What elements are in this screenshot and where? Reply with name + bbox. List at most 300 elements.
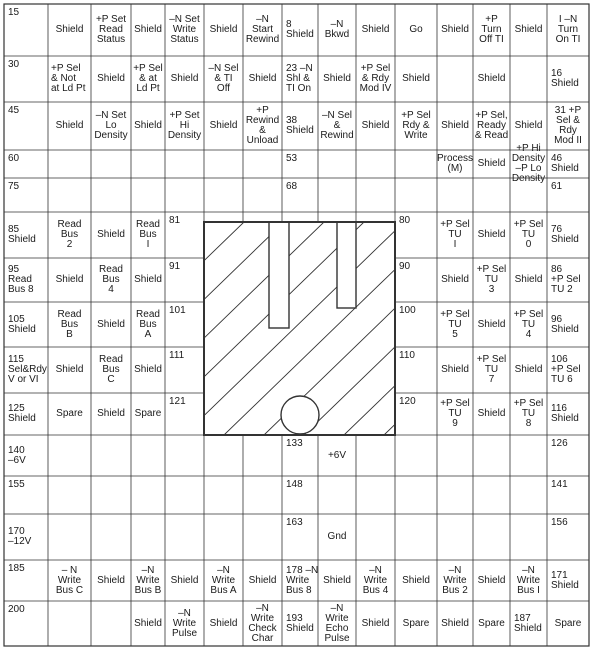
pin-label-line: Off (216, 83, 231, 94)
pin-cell (4, 601, 48, 646)
pin-label-line: Spare (402, 617, 430, 629)
pin-label-line: Shield (97, 318, 125, 330)
pin-cell (318, 435, 356, 476)
pin-label-line: Shield (323, 73, 351, 84)
pin-label-line: 2 (66, 239, 73, 250)
pin-cell (437, 560, 473, 601)
pin-label-line: +P (485, 14, 498, 25)
pin-cell (282, 601, 318, 646)
pin-label-line: Read (57, 308, 82, 320)
pin-cell (395, 347, 437, 393)
pin-cell (91, 102, 131, 150)
pin-label-line: Write (443, 574, 467, 586)
pin-label-line: 106 (551, 354, 568, 365)
pin-cell (165, 347, 204, 393)
pin-label-line: +P Sel (440, 219, 470, 230)
pin-cell (318, 514, 356, 560)
pin-label-line: –N (522, 564, 535, 576)
pin-cell (91, 302, 131, 347)
pin-label-line: Start (251, 24, 274, 35)
pin-cell (4, 476, 48, 514)
pin-label-line: & (333, 120, 341, 131)
pin-label-line: Shield (551, 579, 579, 591)
pin-label-line: Write (211, 574, 236, 586)
pin-label-line: Read (8, 274, 32, 285)
pin-label-line: 53 (286, 153, 298, 164)
pin-cell (48, 302, 91, 347)
pin-label-line: & (259, 125, 266, 136)
pin-cell (318, 601, 356, 646)
pin-label-line: Shield (551, 163, 579, 174)
pin-cell (356, 601, 395, 646)
pin-cell (4, 102, 48, 150)
pin-cell (395, 393, 437, 435)
pin-label-line: TU 6 (551, 374, 573, 385)
pin-label-line: TU (448, 408, 462, 419)
pin-label-line: 126 (551, 438, 568, 449)
pin-label-line: 76 (551, 224, 563, 235)
pin-cell (165, 258, 204, 302)
pin-label-line: Echo (325, 622, 349, 634)
pin-cell (510, 212, 547, 258)
pin-label-line: Shield (477, 318, 506, 330)
pin-cell (91, 258, 131, 302)
pin-label-line: Pulse (171, 627, 197, 639)
pin-label-line: 31 +P (554, 105, 582, 116)
pin-label-line: 23 –N (286, 63, 313, 74)
pin-label-line: Write (136, 574, 160, 586)
pin-label-line: Process (436, 153, 474, 164)
pin-cell (547, 150, 589, 178)
pin-label-line: Rdy & (402, 120, 430, 131)
pin-label-line: Write (57, 574, 82, 586)
pin-label-line: Pulse (324, 632, 350, 644)
pin-cell (204, 4, 243, 56)
pin-label-line: +P Sel (51, 63, 81, 74)
pin-label-line: Ld Pt (136, 83, 160, 94)
pin-label-line: –N (448, 564, 462, 576)
pin-label-line: Shield (97, 408, 125, 419)
pin-label-line: Check (248, 622, 277, 634)
pin-cell (165, 560, 204, 601)
pin-label-line: Density (167, 130, 202, 141)
pin-label-line: 156 (551, 517, 568, 528)
pin-label-line: Bus 2 (442, 584, 468, 596)
pin-cell (510, 258, 547, 302)
pin-cell (547, 514, 589, 560)
pin-label-line: Shield (55, 274, 84, 285)
pin-label-line: Shield (551, 78, 579, 89)
pin-cell (204, 560, 243, 601)
pin-label-line: 115 (8, 354, 24, 365)
pin-label-line: Shield (97, 73, 125, 84)
pin-label-line: Bus (60, 318, 79, 330)
pin-cell (131, 212, 165, 258)
pin-cell (473, 302, 510, 347)
pin-label-line: B (66, 328, 73, 340)
pin-label-line: +P Hi (516, 143, 541, 154)
pin-cell (282, 150, 318, 178)
pin-label-line: Shield (8, 234, 36, 245)
pin-label-line: Density (511, 173, 546, 184)
pin-label-line: Shield (441, 24, 469, 35)
pin-cell (547, 435, 589, 476)
pin-label-line: Shield (477, 229, 506, 240)
pin-label-line: Shield (402, 574, 430, 586)
pin-cell (131, 258, 165, 302)
pin-cell (4, 150, 48, 178)
pin-label-line: 185 (8, 563, 25, 574)
pin-cell (547, 476, 589, 514)
pin-cell (395, 102, 437, 150)
pin-cell (243, 601, 282, 646)
pin-cell (547, 601, 589, 646)
pin-label-line: 100 (399, 305, 416, 316)
pin-label-line: Shield (55, 364, 84, 375)
pin-label-line: Write (172, 24, 197, 35)
pin-label-line: 4 (525, 328, 532, 340)
pin-label-line: 60 (8, 153, 20, 164)
pin-label-line: – N (61, 564, 78, 576)
pin-label-line: Shield (514, 274, 543, 285)
pin-label-line: 121 (169, 396, 186, 407)
pin-label-line: TU (521, 229, 536, 240)
pin-cell (395, 258, 437, 302)
pin-cell (165, 302, 204, 347)
pin-cell (395, 56, 437, 102)
pin-label-line: –N (217, 564, 230, 576)
pin-label-line: Shield (134, 274, 162, 285)
pin-label-line: & at (139, 73, 157, 84)
pin-cell (395, 601, 437, 646)
pin-cell (473, 212, 510, 258)
pin-label-line: Shield (8, 413, 36, 424)
pin-label-line: 45 (8, 105, 20, 116)
pin-label-line: Spare (134, 408, 162, 419)
pin-cell (437, 393, 473, 435)
pin-label-line: Shield (402, 73, 430, 84)
pin-label-line: Bus A (210, 584, 237, 596)
pin-label-line: 133 (286, 438, 303, 449)
pin-label-line: & Not (51, 73, 77, 84)
pin-cell (547, 347, 589, 393)
pin-cell (4, 4, 48, 56)
pin-label-line: +P Sel (551, 274, 581, 285)
pin-cell (48, 102, 91, 150)
pin-label-line: Go (409, 24, 423, 35)
pin-label-line: Shield (170, 73, 199, 84)
pin-cell (165, 212, 204, 258)
pin-label-line: Shield (361, 24, 390, 35)
pin-label-line: Char (251, 632, 274, 644)
pin-cell (282, 514, 318, 560)
pin-cell (165, 4, 204, 56)
pin-cell (282, 4, 318, 56)
pin-cell (437, 258, 473, 302)
pin-label-line: –N (369, 564, 382, 576)
pin-cell (395, 212, 437, 258)
pin-label-line: Shl & (286, 73, 310, 84)
pin-cell (356, 4, 395, 56)
pin-label-line: 155 (8, 479, 25, 490)
pin-label-line: Shield (134, 24, 162, 35)
pin-label-line: 116 (551, 403, 567, 414)
pin-cell (4, 560, 48, 601)
pin-label-line: 30 (8, 59, 20, 70)
pin-label-line: +P Set (95, 14, 127, 25)
pin-label-line: +P Sel (513, 219, 544, 230)
pin-cell (131, 560, 165, 601)
pin-label-line: 148 (286, 479, 303, 490)
alignment-hole (281, 396, 319, 434)
pin-cell (510, 302, 547, 347)
pin-label-line: Shield (248, 574, 277, 586)
pin-label-line: 85 (8, 224, 20, 235)
pin-label-line: Shield (514, 364, 543, 375)
pin-label-line: Spare (554, 617, 582, 629)
pin-label-line: +P Sel, (475, 110, 508, 121)
pin-label-line: –12V (8, 536, 32, 547)
pin-label-line: 8 (286, 19, 292, 30)
pin-label-line: (M) (447, 163, 463, 174)
pin-label-line: 16 (551, 68, 563, 79)
pin-label-line: Shield (8, 323, 36, 335)
pin-cell (4, 302, 48, 347)
pin-label-line: Shield (477, 574, 506, 586)
pin-label-line: Rdy (559, 125, 577, 136)
pin-label-line: –N Set (169, 14, 200, 25)
pin-label-line: +P Sel (360, 63, 391, 74)
pin-label-line: +P Sel (513, 308, 544, 320)
pin-label-line: Bus C (55, 584, 84, 596)
pin-label-line: Mod II (554, 135, 582, 146)
pin-cell (4, 212, 48, 258)
pin-cell (204, 601, 243, 646)
pin-label-line: 91 (169, 261, 181, 272)
pin-cell (318, 102, 356, 150)
pin-label-line: –N (256, 602, 269, 614)
pin-cell (318, 4, 356, 56)
pin-label-line: Shield (441, 617, 469, 629)
pin-label-line: On TI (555, 34, 581, 45)
pin-label-line: Density (511, 153, 546, 164)
pin-label-line: –N (330, 602, 344, 614)
pin-label-line: A (144, 328, 152, 340)
pin-cell (243, 4, 282, 56)
pin-cell (91, 560, 131, 601)
pin-cell (473, 560, 510, 601)
pin-cell (131, 302, 165, 347)
pin-label-line: 120 (399, 396, 416, 407)
pin-label-line: Read (99, 264, 123, 275)
pin-cell (282, 435, 318, 476)
pin-label-line: & Rdy (361, 73, 390, 84)
pin-cell (131, 393, 165, 435)
pin-label-line: Shield (514, 120, 543, 131)
pin-label-line: Bus 8 (286, 584, 312, 596)
pin-label-line: Shield (441, 120, 469, 131)
pin-cell (48, 56, 91, 102)
pin-cell (4, 347, 48, 393)
pin-cell (356, 102, 395, 150)
pin-label-line: Shield (55, 120, 84, 131)
pin-label-line: –6V (8, 454, 26, 466)
pin-cell (204, 102, 243, 150)
pin-label-line: Shield (477, 73, 506, 84)
pin-label-line: Turn (481, 24, 502, 35)
pin-label-line: Shield (97, 229, 125, 240)
pin-cell (395, 560, 437, 601)
pin-label-line: 81 (169, 215, 181, 226)
pin-label-line: 140 (8, 444, 25, 456)
pin-cell (91, 347, 131, 393)
pin-label-line: 101 (169, 305, 186, 316)
pin-cell (91, 393, 131, 435)
pin-cell (282, 178, 318, 212)
pin-cell (243, 102, 282, 150)
pin-cell (356, 560, 395, 601)
pin-cell (547, 4, 589, 56)
pin-label-line: Shield (134, 120, 162, 131)
pin-label-line: at Ld Pt (51, 83, 86, 94)
pin-label-line: 125 (8, 403, 25, 414)
pin-label-line: Write (404, 130, 428, 141)
pin-label-line: TU (521, 318, 536, 330)
pin-cell (473, 258, 510, 302)
pin-label-line: Shield (514, 622, 542, 634)
pin-cell (473, 56, 510, 102)
pin-cell (547, 56, 589, 102)
pin-label-line: TU 2 (551, 284, 573, 295)
pin-label-line: 80 (399, 215, 411, 226)
pin-label-line: Gnd (327, 531, 347, 542)
pin-label-line: Read (57, 219, 82, 230)
pin-label-line: +P Sel (401, 110, 431, 121)
pin-label-line: Ready (477, 120, 506, 131)
pin-cell (48, 212, 91, 258)
pin-cell (547, 560, 589, 601)
pin-label-line: –N (256, 14, 269, 25)
pin-label-line: Shield (97, 574, 125, 586)
pin-label-line: Shield (551, 413, 579, 424)
pin-label-line: Read (99, 24, 123, 35)
pin-label-line: I (453, 239, 457, 250)
pin-cell (510, 143, 547, 184)
pin-cell (4, 258, 48, 302)
pin-label-line: Shield (286, 622, 314, 634)
pin-cell (131, 347, 165, 393)
pin-label-line: +P Sel (440, 308, 470, 320)
pin-cell (4, 435, 48, 476)
pin-label-line: +P (256, 105, 269, 116)
pin-label-line: Spare (56, 408, 83, 419)
pin-cell (510, 601, 547, 646)
pin-label-line: Shield (441, 364, 469, 375)
pin-label-line: TU (448, 318, 462, 330)
pin-label-line: Shield (134, 364, 162, 375)
pin-label-line: Unload (246, 135, 279, 146)
pin-label-line: Bus (139, 229, 157, 240)
pin-cell (48, 347, 91, 393)
pin-cell (395, 302, 437, 347)
pin-label-line: Rewind (245, 34, 280, 45)
pin-label-line: Sel&Rdy (8, 364, 47, 375)
pin-cell (165, 102, 204, 150)
pin-cell (437, 347, 473, 393)
pin-label-line: 75 (8, 181, 20, 192)
pin-cell (4, 514, 48, 560)
pin-label-line: Sel & (556, 115, 580, 126)
pin-cell (165, 601, 204, 646)
keyway-slot-1 (269, 222, 289, 328)
pin-label-line: Shield (209, 120, 238, 131)
pin-cell (437, 4, 473, 56)
pin-label-line: –N Set (95, 110, 127, 121)
pin-cell (318, 56, 356, 102)
pin-cell (510, 560, 547, 601)
pin-label-line: TI On (286, 83, 312, 94)
pin-label-line: I (146, 239, 150, 250)
pin-label-line: Bus 4 (362, 584, 389, 596)
pin-label-line: Bus 8 (8, 284, 34, 295)
pin-cell (243, 56, 282, 102)
pin-label-line: +P Sel (440, 398, 470, 409)
pin-label-line: 171 (551, 569, 568, 581)
pin-cell (473, 601, 510, 646)
pin-label-line: Shield (323, 574, 351, 586)
pin-label-line: 111 (169, 350, 185, 361)
pin-label-line: & TI (214, 73, 233, 84)
pin-label-line: 110 (399, 350, 415, 361)
pin-cell (282, 102, 318, 150)
pin-label-line: TU (521, 408, 536, 419)
pin-label-line: –N Sel (321, 110, 352, 121)
pin-label-line: Bkwd (324, 29, 350, 40)
pin-label-line: Shield (248, 73, 277, 84)
pin-label-line: +P Sel (551, 364, 581, 375)
pin-label-line: 95 (8, 264, 20, 275)
pin-label-line: +P Sel (476, 264, 507, 275)
pin-cell (473, 102, 510, 150)
pin-label-line: Shield (286, 29, 314, 40)
pin-label-line: Read (136, 219, 160, 230)
pin-cell (547, 302, 589, 347)
pin-label-line: Rewind (320, 130, 354, 141)
pin-label-line: 193 (286, 612, 303, 624)
pin-label-line: Write (286, 574, 310, 586)
pin-label-line: Bus I (517, 584, 540, 596)
pin-cell (131, 4, 165, 56)
pin-label-line: +P Sel (133, 63, 163, 74)
pin-label-line: Density (94, 130, 128, 141)
pin-label-line: +P Set (169, 110, 200, 121)
pin-label-line: 3 (488, 284, 495, 295)
pin-label-line: TU (448, 229, 462, 240)
pin-cell (282, 560, 318, 601)
pin-cell (282, 56, 318, 102)
pin-cell (131, 56, 165, 102)
pin-label-line: Bus (60, 229, 79, 240)
pin-label-line: Shield (55, 24, 84, 35)
pin-label-line: Bus B (134, 584, 162, 596)
pin-cell (204, 56, 243, 102)
pin-cell (547, 102, 589, 150)
pin-label-line: Write (172, 617, 197, 629)
pin-label-line: Rewind (245, 115, 280, 126)
pin-label-line: Mod IV (359, 83, 392, 94)
pin-label-line: Read (136, 308, 160, 320)
pin-cell (510, 4, 547, 56)
